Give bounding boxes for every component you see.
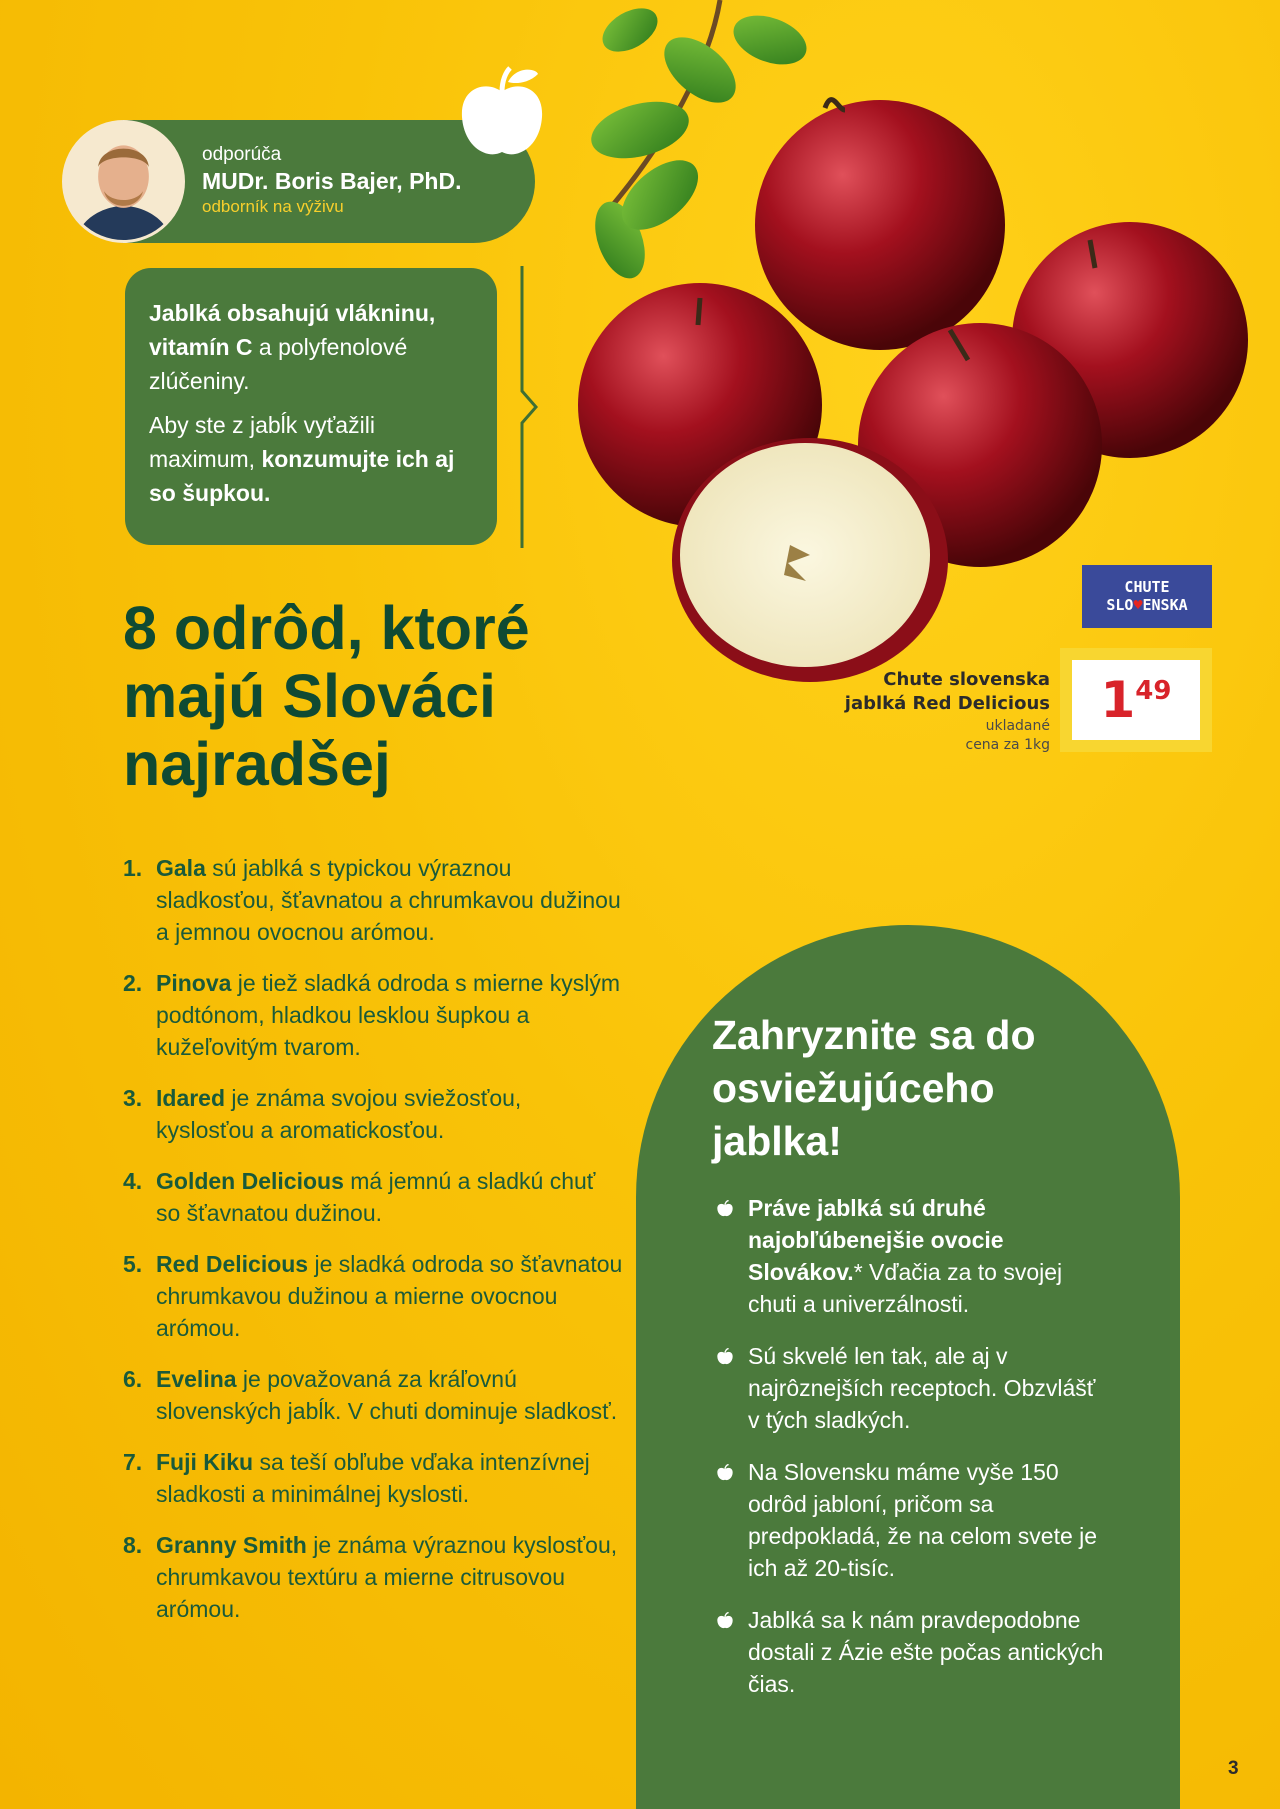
price-inner [1072,660,1200,740]
headline: 8 odrôd, ktoré majú Slováci najradšej [123,594,530,798]
variety-name: Gala [156,855,206,881]
info-bold-2: vitamín C [149,334,253,360]
list-item [123,1446,623,1510]
price-tag [1060,648,1212,752]
list-number: 2. [123,970,143,996]
variety-text: sú jablká s typickou výraznou sladkosťou, šťavnatou a chrumkavou dužinou a jemnou ovocnou arómou. [156,855,621,945]
brand-line-2b: ENSKA [1142,596,1188,614]
list-number: 1. [123,855,143,881]
list-item [123,852,623,948]
variety-text: má jemnú a sladkú chuť so šťavnatou dužinou. [156,1168,596,1226]
list-item [123,1248,623,1344]
variety-text: je známa výraznou kyslosťou, chrumkavou textúru a mierne citrusovou arómou. [156,1532,618,1622]
info-bold-3: konzumujte ich aj so šupkou. [149,446,455,506]
list-number: 5. [123,1251,143,1277]
variety-text: je tiež sladká odroda s mierne kyslým podtónom, hladkou lesklou šupkou a kužeľovitým tvarom. [156,970,621,1060]
variety-name: Fuji Kiku [156,1449,254,1475]
product-note-line-2: cena za 1kg [965,737,1050,753]
variety-name: Idared [156,1085,226,1111]
product-note-line-1: ukladané [985,718,1050,734]
fact-item [716,1456,1106,1584]
price-integer: 1 [1100,671,1136,729]
variety-text: je sladká odroda so šťavnatou chrumkavou dužinou a mierne ovocnou arómou. [156,1251,623,1341]
fact-text: Na Slovensku máme vyše 150 odrôd jabloní, pričom sa predpokladá, že na celom svete je ich až 20-tisíc. [748,1459,1098,1581]
variety-name: Evelina [156,1366,237,1392]
list-number: 4. [123,1168,143,1194]
variety-name: Golden Delicious [156,1168,344,1194]
apple-bullet-icon [716,1348,734,1366]
list-item [123,967,623,1063]
facts-list [716,1192,1106,1700]
list-number: 3. [123,1085,143,1111]
brand-line-2a: SLO [1106,596,1134,614]
expert-kicker: odporúča [202,144,282,165]
brand-line-1: CHUTE [1124,578,1170,596]
fact-item [716,1604,1106,1700]
page-number: 3 [1228,1758,1239,1779]
list-item [123,1165,623,1229]
bracket-divider [518,266,542,548]
fact-text: Jablká sa k nám pravdepodobne dostali z Ázie ešte počas antických čias. [748,1607,1104,1697]
info-card [125,268,497,545]
list-number: 6. [123,1366,143,1392]
expert-text [202,144,461,218]
variety-name: Granny Smith [156,1532,307,1558]
apple-bullet-icon [716,1200,734,1218]
fact-text: Sú skvelé len tak, ale aj v najrôznejších receptoch. Obzvlášť v tých sladkých. [748,1343,1096,1433]
info-bold-1: Jablká obsahujú vlákninu, [149,300,436,326]
varieties-list [123,852,623,1644]
heart-icon: ♥ [1133,596,1143,614]
variety-text: je známa svojou sviežosťou, kyslosťou a aromatickosťou. [156,1085,522,1143]
fact-item [716,1340,1106,1436]
brand-line-2 [1082,596,1212,614]
variety-name: Red Delicious [156,1251,309,1277]
apple-bullet-icon [716,1612,734,1630]
info-paragraph-2 [149,408,473,510]
product-name [845,668,1050,716]
list-item [123,1529,623,1625]
price-decimal: 49 [1135,676,1172,706]
variety-name: Pinova [156,970,232,996]
fact-item [716,1192,1106,1320]
info-paragraph-1 [149,296,473,398]
expert-badge [62,120,535,243]
facts-panel [636,925,1180,1809]
variety-text: je považovaná za kráľovnú slovenských jabĺk. V chuti dominuje sladkosť. [156,1366,618,1424]
info-start-2: Aby ste z jabĺk vyťažili maximum, [149,412,375,472]
expert-role: odborník na výživu [202,197,344,216]
brand-logo [1082,565,1212,628]
info-rest-1: a polyfenolové zlúčeniny. [149,334,408,394]
apple-bullet-icon [716,1464,734,1482]
product-name-line-2: jablká Red Delicious [844,693,1050,714]
expert-name: MUDr. Boris Bajer, PhD. [202,168,462,194]
avatar [62,120,185,243]
list-number: 8. [123,1532,143,1558]
facts-title: Zahryznite sa do osviežujúceho jablka! [712,1012,1036,1164]
fact-text: * Vďačia za to svojej chuti a univerzálnosti. [748,1259,1063,1317]
list-item [123,1082,623,1146]
product-note [966,717,1051,755]
variety-text: sa teší obľube vďaka intenzívnej sladkosti a minimálnej kyslosti. [156,1449,590,1507]
list-item [123,1363,623,1427]
apple-icon [452,62,552,162]
list-number: 7. [123,1449,143,1475]
product-name-line-1: Chute slovenska [883,669,1050,690]
fact-bold: Práve jablká sú druhé najobľúbenejšie ovocie Slovákov. [748,1195,1004,1285]
